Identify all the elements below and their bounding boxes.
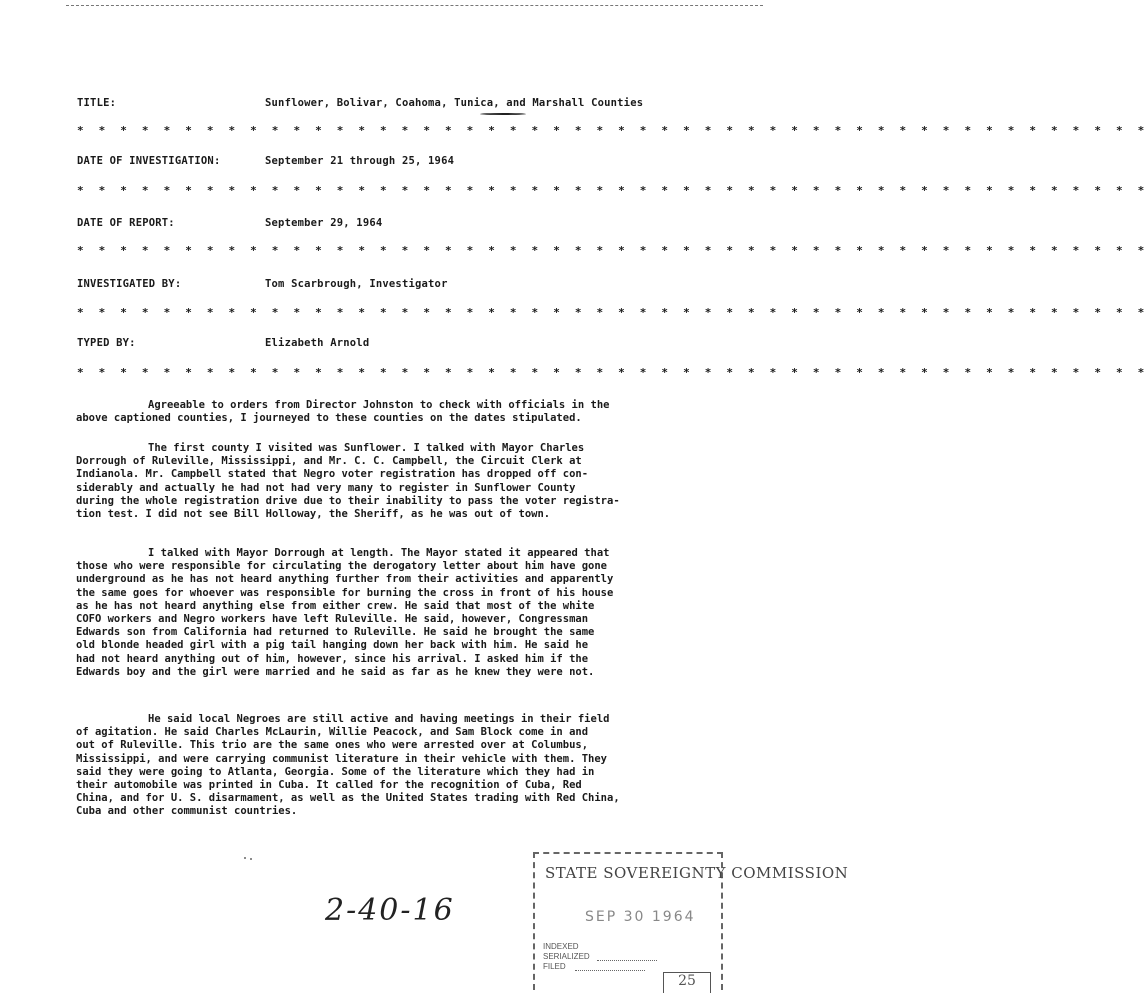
title-value: Sunflower, Bolivar, Coahoma, Tunica, and Marshall Counties [265, 97, 644, 109]
text-line: old blonde headed girl with a pig tail hanging down her back with him. He said he [76, 639, 589, 652]
text-line: during the whole registration drive due to their inability to pass the voter registra- [76, 494, 620, 507]
top-border-line [66, 5, 763, 6]
date-report-value: September 29, 1964 [265, 217, 383, 229]
text-line: He said local Negroes are still active and having meetings in their field [148, 713, 610, 725]
investigated-by-label: INVESTIGATED BY: [77, 278, 182, 290]
text-line: their automobile was printed in Cuba. It called for the recognition of Cuba, Red [76, 779, 582, 792]
text-line: I talked with Mayor Dorrough at length. The Mayor stated it appeared that [148, 547, 610, 559]
paragraph-2 [76, 442, 716, 521]
date-investigation-label: DATE OF INVESTIGATION: [77, 155, 221, 167]
text-line: underground as he has not heard anything further from their activities and apparently [76, 573, 614, 586]
text-line: said they were going to Atlanta, Georgia. Some of the literature which they had in [76, 765, 595, 778]
stamp-fill-line [575, 970, 645, 971]
text-line: of agitation. He said Charles McLaurin, Willie Peacock, and Sam Block come in and [76, 726, 589, 739]
text-line: Edwards son from California had returned to Ruleville. He said he brought the same [76, 626, 595, 639]
text-line: The first county I visited was Sunflower. I talked with Mayor Charles [148, 442, 585, 454]
separator-line: * * * * * * * * * * * * * * * * * * * * * * * * * * * * * * * * * * * * * * * * * * * * * * * * * * [77, 306, 1148, 319]
paragraph-1 [76, 399, 716, 425]
commission-stamp [533, 852, 849, 990]
text-line: siderably and actually he had not had very many to register in Sunflower County [76, 481, 576, 494]
stamp-box-number: 25 [663, 972, 711, 993]
text-line: had not heard anything out of him, however, since his arrival. I asked him if the [76, 652, 589, 665]
separator-line: * * * * * * * * * * * * * * * * * * * * * * * * * * * * * * * * * * * * * * * * * * * * * * * * * * [77, 244, 1148, 257]
stamp-serialized: SERIALIZED [543, 952, 590, 961]
text-line: COFO workers and Negro workers have left Ruleville. He said, however, Congressman [76, 613, 589, 626]
text-line: those who were responsible for circulating the derogatory letter about him have gone [76, 560, 608, 573]
separator-line: * * * * * * * * * * * * * * * * * * * * * * * * * * * * * * * * * * * * * * * * * * * * * * * * * * [77, 124, 1148, 137]
separator-line: * * * * * * * * * * * * * * * * * * * * * * * * * * * * * * * * * * * * * * * * * * * * * * * * * * [77, 184, 1148, 197]
text-line: out of Ruleville. This trio are the same ones who were arrested over at Columbus, [76, 739, 589, 752]
investigated-by-value: Tom Scarbrough, Investigator [265, 278, 448, 290]
stamp-title: STATE SOVEREIGNTY COMMISSION [545, 864, 849, 882]
paragraph-3 [76, 547, 716, 679]
stamp-filed: FILED [543, 962, 566, 971]
text-line: Indianola. Mr. Campbell stated that Negro voter registration has dropped off con- [76, 468, 589, 481]
scan-speck [244, 857, 246, 859]
text-line: China, and for U. S. disarmament, as well as the United States trading with Red China, [76, 792, 620, 805]
text-line: the same goes for whoever was responsible for burning the cross in front of his house [76, 586, 614, 599]
text-line: Edwards boy and the girl were married and he said as far as he knew they were not. [76, 665, 595, 678]
separator-line: * * * * * * * * * * * * * * * * * * * * * * * * * * * * * * * * * * * * * * * * * * * * * * * * * * [77, 366, 1148, 379]
text-line: Cuba and other communist countries. [76, 805, 298, 818]
text-line: above captioned counties, I journeyed to these counties on the dates stipulated. [76, 412, 582, 425]
text-line: Dorrough of Ruleville, Mississippi, and Mr. C. C. Campbell, the Circuit Clerk at [76, 455, 582, 468]
text-line: tion test. I did not see Bill Holloway, the Sheriff, as he was out of town. [76, 508, 551, 521]
title-label: TITLE: [77, 97, 117, 109]
text-line: Mississippi, and were carrying communist literature in their vehicle with them. They [76, 752, 608, 765]
text-line: as he has not heard anything else from either crew. He said that most of the white [76, 599, 595, 612]
scan-speck [250, 858, 252, 860]
date-report-label: DATE OF REPORT: [77, 217, 175, 229]
stamp-fill-line [597, 960, 657, 961]
date-investigation-value: September 21 through 25, 1964 [265, 155, 455, 167]
paragraph-4 [76, 713, 716, 819]
typed-by-value: Elizabeth Arnold [265, 337, 370, 349]
handwritten-underline [480, 113, 526, 115]
typed-by-label: TYPED BY: [77, 337, 136, 349]
stamp-date: SEP 30 1964 [585, 909, 696, 925]
handwritten-file-number: 2-40-16 [325, 893, 455, 928]
text-line: Agreeable to orders from Director Johnston to check with officials in the [148, 399, 610, 411]
stamp-indexed: INDEXED [543, 942, 579, 951]
